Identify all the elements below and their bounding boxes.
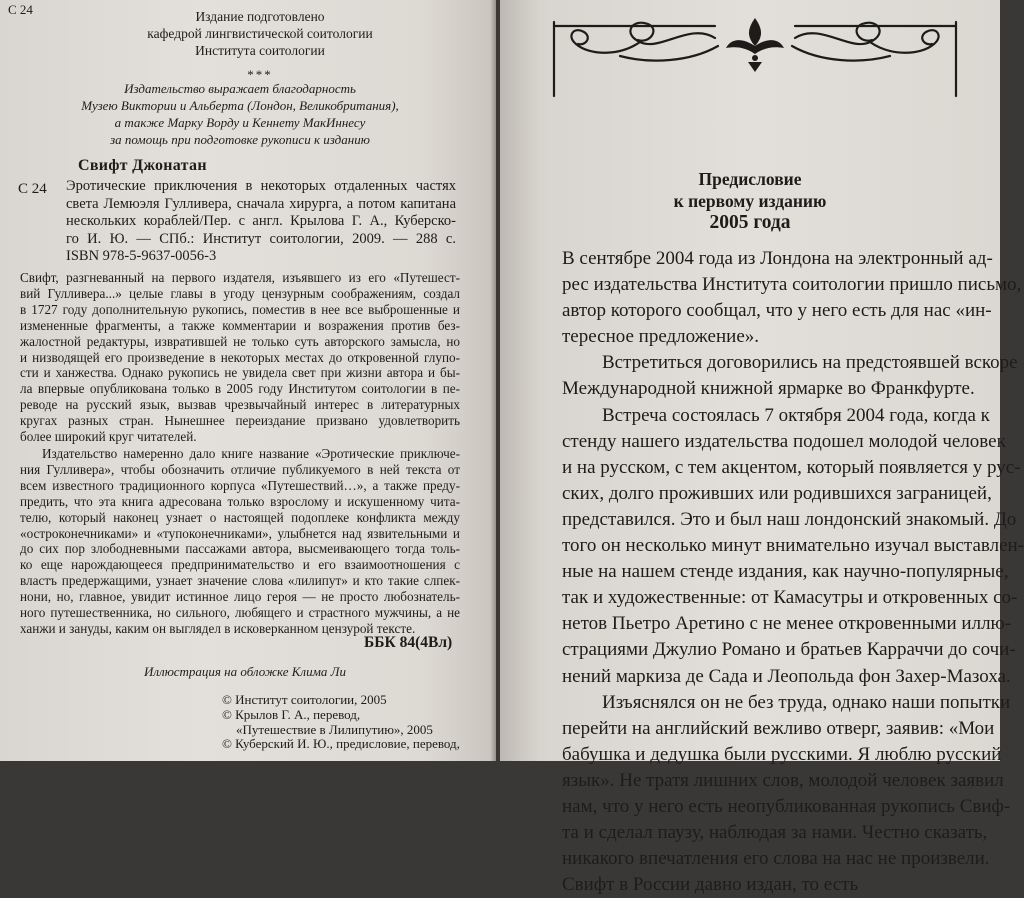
abstract-paragraph-2 <box>20 446 460 637</box>
body-line: нетов Пьетро Аретино с не менее откровенными иллю- <box>562 613 1012 635</box>
abstract-paragraph-1 <box>20 270 460 445</box>
imprint-line: кафедрой лингвистической соитологии <box>147 26 373 41</box>
body-line: нам, что у него есть неопубликованная рукопись Свиф- <box>562 795 1011 817</box>
body-line: того он несколько минут внимательно изучал выставлен- <box>562 535 1024 557</box>
body-line: Международной книжной ярмарке во Франкфурте. <box>562 378 975 400</box>
body-line: ные на нашем стенде издания, как научно-популярные, <box>562 561 1009 583</box>
author-name: Свифт Джонатан <box>78 157 207 174</box>
abstract-line: вий Гулливера...» целые главы в угоду цензурным соображениям, создал <box>20 285 460 301</box>
imprint-block <box>0 8 520 59</box>
copyright-line: © Куберский И. Ю., предисловие, перевод, <box>222 736 460 752</box>
catalog-entry-line: света Лемюэля Гулливера, сначала хирурга, а потом капитана <box>66 195 456 212</box>
abstract-line: предить, что эта книга адресована только взрослому и искушенному чита- <box>20 493 460 509</box>
left-page <box>0 0 496 761</box>
page-number: С 24 <box>8 2 33 17</box>
body-line: автор которого сообщал, что у него есть для нас «ин- <box>562 300 992 322</box>
abstract-line: измененные фрагменты, а также комментарии и возражения против без- <box>20 317 460 333</box>
acknowledgement-block <box>20 80 460 148</box>
body-line: Встреча состоялась 7 октября 2004 года, когда к <box>602 404 990 426</box>
preface-heading <box>500 168 1000 234</box>
acknowledgement-line: Музею Виктории и Альберта (Лондон, Великобритания), <box>81 98 399 113</box>
copyright-block <box>222 693 460 752</box>
body-line: Свифт в России давно издан, то есть <box>562 874 859 896</box>
abstract-line: телю, который наконец узнает о настоящей подоплеке конфликта между <box>20 509 460 525</box>
abstract-line: реводе на русский язык, вызвав чрезвычайный интерес в литературных <box>20 397 460 413</box>
abstract-line: и низводящей его произведение в некоторых местах до откровенной глупо- <box>20 349 460 365</box>
abstract-line: нони, но, главное, увидит истинное лицо героя — не просто любознатель- <box>20 589 460 605</box>
body-line: нений маркиза де Сада и Леопольда фон Захер-Мазоха. <box>562 665 1011 687</box>
catalog-entry-line: Эротические приключения в некоторых отдаленных частях <box>66 178 456 194</box>
abstract-line: до сих пор злободневными пассажами автора, высмеивающего тогда толь- <box>20 541 460 557</box>
heading-line: Предисловие <box>698 169 802 189</box>
heading-line: 2005 года <box>709 212 791 233</box>
body-line: страциями Джулио Романо и братьев Карраччи до сочи- <box>562 639 1016 661</box>
abstract-line: Свифт, разгневанный на первого издателя, изъявшего из его «Путешест- <box>20 270 460 285</box>
heading-line: к первому изданию <box>673 191 827 211</box>
right-page <box>500 0 1024 896</box>
section-stars: *** <box>247 67 273 82</box>
acknowledgement-line: а также Марку Ворду и Кеннету МакИннесу <box>114 115 366 130</box>
bbk-code: ББК 84(4Вл) <box>364 634 453 651</box>
abstract-line: Издательство намеренно дало книге название «Эротические приключе- <box>42 446 460 461</box>
abstract-line: властъ предержащими, узнает значение слова «лилипут» и кто такие слпек- <box>20 573 460 589</box>
isbn: ISBN 978-5-9637-0056-3 <box>66 248 217 265</box>
catalog-entry-line: нескольких кораблей/Пер. с англ. Крылова Г. А., Куберско- <box>66 213 456 230</box>
body-line: перейти на английский вежливо отверг, заявив: «Мои <box>562 717 995 739</box>
body-line: язык». Не тратя лишних слов, молодой человек заявил <box>562 769 1004 791</box>
catalog-code: С 24 <box>18 181 47 197</box>
body-line: тересное предложение». <box>562 326 760 348</box>
acknowledgement-line: за помощь при подготовке рукописи к изданию <box>110 132 370 147</box>
body-line: никакого впечатления его слова на нас не произвели. <box>562 848 990 870</box>
body-line: рес издательства Института соитологии пришло письмо, <box>562 274 1022 296</box>
acknowledgement-line: Издательство выражает благодарность <box>124 81 356 96</box>
abstract-line: ко еще нарождающееся предпринимательство и его взаимоотношения с <box>20 557 460 573</box>
body-line: ских, долго проживших или родившихся заграницей, <box>562 482 992 504</box>
abstract-line: ного путешественника, но сильного, любящего и страстного мужчины, а не <box>20 605 460 621</box>
body-line: стенду нашего издательства подошел молодой человек <box>562 430 1006 452</box>
abstract-line: ла впервые опубликована только в 2005 году Институтом соитологии в пе- <box>20 381 460 397</box>
body-line: бабушка и дедушка были русскими. Я люблю русский <box>562 743 1002 765</box>
imprint-line: Института соитологии <box>195 43 325 58</box>
abstract-line: сти и ханжества. Однако рукопись не увидела свет при жизни автора и бы- <box>20 365 460 381</box>
abstract-line: более широкий круг читателей. <box>20 429 197 445</box>
catalog-entry <box>66 178 456 266</box>
body-line: так и художественные: от Камасутры и откровенных со- <box>562 587 1018 609</box>
preface-body <box>562 246 1024 898</box>
abstract-line: ханжи и зануды, каким он выглядел в исковерканном цензурой тексте. <box>20 620 416 636</box>
copyright-line: © Крылов Г. А., перевод, <box>222 706 361 722</box>
copyright-line: © Институт соитологии, 2005 <box>222 692 387 707</box>
abstract-line: всем известного традиционного корпуса «Путешествий…», а также преду- <box>20 477 460 493</box>
abstract-line: ния Гулливера», чтобы обозначить отличие публикуемого в ней текста от <box>20 461 460 477</box>
ornamental-flourish-icon <box>540 12 970 100</box>
body-line: В сентябре 2004 года из Лондона на электронный ад- <box>562 248 993 269</box>
body-line: Изъяснялся он не без труда, однако наши попытки <box>602 691 1011 713</box>
body-line: Встретиться договорились на предстоявшей вскоре <box>602 352 1018 374</box>
imprint-line: Издание подготовлено <box>195 9 325 24</box>
abstract-line: в 1727 году дополнительную рукопись, поместив в нее все выброшенные и <box>20 301 460 317</box>
body-line: та и сделал паузу, наблюдая за нами. Честно сказать, <box>562 822 988 844</box>
body-line: и на русском, с тем акцентом, который появляется у рус- <box>562 456 1021 478</box>
abstract-line: кругах разных стран. Нынешнее переиздание призвано удовлетворить <box>20 413 460 429</box>
abstract-line: «остроконечниками» и «тупоконечниками», улыбнется над язвительными и <box>20 525 460 541</box>
body-line: представился. Это и был наш лондонский знакомый. До <box>562 508 1017 530</box>
catalog-entry-line: го И. Ю. — СПб.: Институт соитологии, 2009. — 288 с. <box>66 230 456 247</box>
cover-illustration-note: Иллюстрация на обложке Клима Ли <box>144 664 346 679</box>
copyright-line: «Путешествие в Лилипутию», 2005 <box>236 721 433 737</box>
abstract-line: жалостной редактуры, извратившей не только суть авторского замысла, но <box>20 333 460 349</box>
